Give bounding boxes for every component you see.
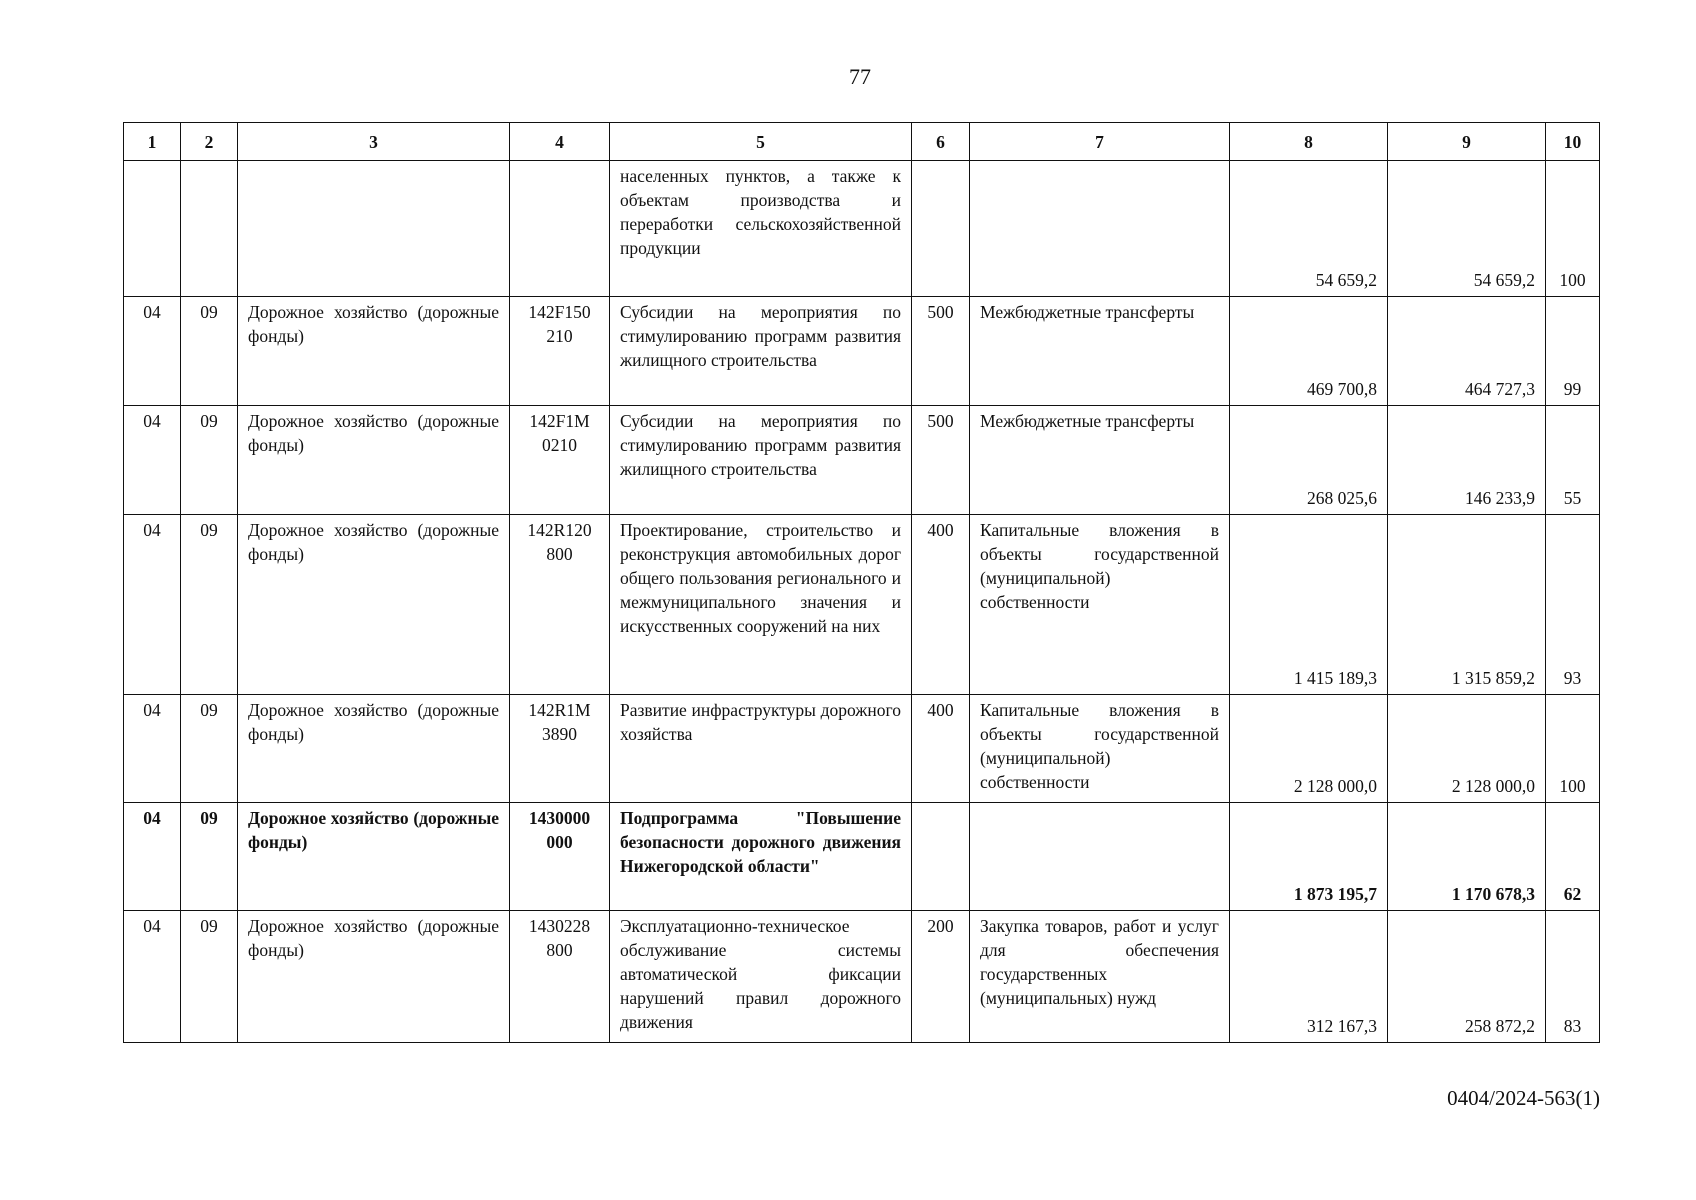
cell-target-code: 1430000 000 xyxy=(510,803,610,911)
cell-section xyxy=(124,161,181,297)
col-header-10: 10 xyxy=(1546,123,1600,161)
cell-planned: 268 025,6 xyxy=(1230,406,1388,515)
cell-percent: 83 xyxy=(1546,911,1600,1043)
cell-expense-name xyxy=(970,161,1230,297)
cell-planned: 54 659,2 xyxy=(1230,161,1388,297)
col-header-9: 9 xyxy=(1388,123,1546,161)
page-number: 77 xyxy=(849,64,871,89)
col-header-4: 4 xyxy=(510,123,610,161)
cell-subsection: 09 xyxy=(181,297,238,406)
cell-target-name: Развитие инфраструктуры дорожного хозяйства xyxy=(610,695,912,803)
cell-percent: 93 xyxy=(1546,515,1600,695)
cell-section: 04 xyxy=(124,515,181,695)
cell-section-name: Дорожное хозяйство (дорожные фонды) xyxy=(238,911,510,1043)
cell-section-name: Дорожное хозяйство (дорожные фонды) xyxy=(238,406,510,515)
cell-percent: 100 xyxy=(1546,695,1600,803)
cell-target-code: 142F1M 0210 xyxy=(510,406,610,515)
table-row xyxy=(124,695,1600,803)
cell-expense-type: 400 xyxy=(912,695,970,803)
cell-subsection xyxy=(181,161,238,297)
cell-planned: 312 167,3 xyxy=(1230,911,1388,1043)
cell-percent: 55 xyxy=(1546,406,1600,515)
table-row xyxy=(124,161,1600,297)
col-header-7: 7 xyxy=(970,123,1230,161)
cell-executed: 1 315 859,2 xyxy=(1388,515,1546,695)
col-header-3: 3 xyxy=(238,123,510,161)
cell-executed: 258 872,2 xyxy=(1388,911,1546,1043)
cell-subsection: 09 xyxy=(181,515,238,695)
table-row xyxy=(124,297,1600,406)
cell-section-name: Дорожное хозяйство (дорожные фонды) xyxy=(238,695,510,803)
cell-expense-type: 500 xyxy=(912,297,970,406)
cell-expense-name: Закупка товаров, работ и услуг для обеспечения государственных (муниципальных) нужд xyxy=(970,911,1230,1043)
cell-expense-type: 400 xyxy=(912,515,970,695)
cell-section: 04 xyxy=(124,695,181,803)
cell-target-name: Подпрограмма "Повышение безопасности дорожного движения Нижегородской области" xyxy=(610,803,912,911)
cell-section: 04 xyxy=(124,406,181,515)
cell-section: 04 xyxy=(124,911,181,1043)
cell-target-name: Эксплуатационно-техническое обслуживание системы автоматической фиксации нарушений правил дорожного движения xyxy=(610,911,912,1043)
cell-expense-name xyxy=(970,803,1230,911)
cell-executed: 2 128 000,0 xyxy=(1388,695,1546,803)
cell-planned: 469 700,8 xyxy=(1230,297,1388,406)
cell-section-name xyxy=(238,161,510,297)
table-row-subprogram xyxy=(124,803,1600,911)
cell-expense-type: 500 xyxy=(912,406,970,515)
cell-target-code: 142R1M 3890 xyxy=(510,695,610,803)
cell-subsection: 09 xyxy=(181,911,238,1043)
cell-executed: 54 659,2 xyxy=(1388,161,1546,297)
document-code: 0404/2024-563(1) xyxy=(1447,1086,1600,1110)
cell-target-name: Субсидии на мероприятия по стимулированию программ развития жилищного строительства xyxy=(610,297,912,406)
cell-percent: 100 xyxy=(1546,161,1600,297)
table-row xyxy=(124,406,1600,515)
cell-planned: 1 873 195,7 xyxy=(1230,803,1388,911)
cell-target-name: Субсидии на мероприятия по стимулированию программ развития жилищного строительства xyxy=(610,406,912,515)
cell-section-name: Дорожное хозяйство (дорожные фонды) xyxy=(238,515,510,695)
col-header-1: 1 xyxy=(124,123,181,161)
col-header-8: 8 xyxy=(1230,123,1388,161)
cell-target-code: 142R120 800 xyxy=(510,515,610,695)
cell-expense-type xyxy=(912,803,970,911)
cell-percent: 62 xyxy=(1546,803,1600,911)
cell-planned: 1 415 189,3 xyxy=(1230,515,1388,695)
budget-table xyxy=(123,122,1600,1043)
table-row xyxy=(124,515,1600,695)
cell-expense-name: Межбюджетные трансферты xyxy=(970,297,1230,406)
cell-expense-type: 200 xyxy=(912,911,970,1043)
cell-subsection: 09 xyxy=(181,803,238,911)
cell-subsection: 09 xyxy=(181,695,238,803)
cell-target-code xyxy=(510,161,610,297)
cell-target-name: Проектирование, строительство и реконструкция автомобильных дорог общего пользования регионального и межмуниципального значения и искусственных сооружений на них xyxy=(610,515,912,695)
cell-percent: 99 xyxy=(1546,297,1600,406)
cell-expense-type xyxy=(912,161,970,297)
cell-target-code: 1430228 800 xyxy=(510,911,610,1043)
table-row xyxy=(124,911,1600,1043)
cell-executed: 1 170 678,3 xyxy=(1388,803,1546,911)
cell-section-name: Дорожное хозяйство (дорожные фонды) xyxy=(238,803,510,911)
cell-expense-name: Капитальные вложения в объекты государственной (муниципальной) собственности xyxy=(970,695,1230,803)
cell-section: 04 xyxy=(124,803,181,911)
cell-target-code: 142F150 210 xyxy=(510,297,610,406)
cell-section: 04 xyxy=(124,297,181,406)
col-header-2: 2 xyxy=(181,123,238,161)
cell-section-name: Дорожное хозяйство (дорожные фонды) xyxy=(238,297,510,406)
col-header-5: 5 xyxy=(610,123,912,161)
cell-executed: 464 727,3 xyxy=(1388,297,1546,406)
header-row xyxy=(124,123,1600,161)
cell-subsection: 09 xyxy=(181,406,238,515)
cell-target-name: населенных пунктов, а также к объектам производства и переработки сельскохозяйственной продукции xyxy=(610,161,912,297)
cell-expense-name: Межбюджетные трансферты xyxy=(970,406,1230,515)
cell-expense-name: Капитальные вложения в объекты государственной (муниципальной) собственности xyxy=(970,515,1230,695)
cell-executed: 146 233,9 xyxy=(1388,406,1546,515)
cell-planned: 2 128 000,0 xyxy=(1230,695,1388,803)
col-header-6: 6 xyxy=(912,123,970,161)
